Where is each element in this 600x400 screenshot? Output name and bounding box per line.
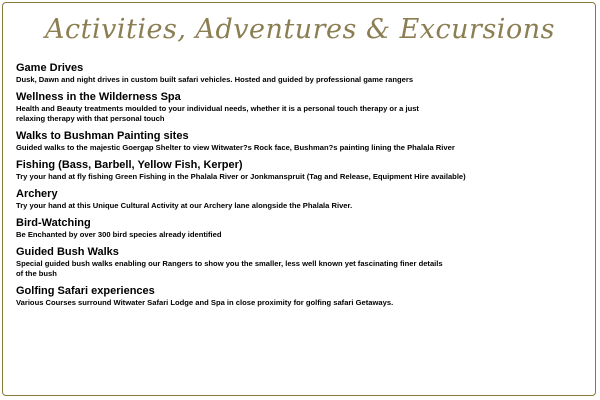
activity-heading: Bird-Watching	[16, 217, 91, 229]
activity-heading: Wellness in the Wilderness Spa	[16, 91, 181, 103]
activity-description: relaxing therapy with that personal touch	[16, 114, 165, 123]
page-title: Activities, Adventures & Excursions	[45, 14, 555, 45]
activity-description: Be Enchanted by over 300 bird species already identified	[16, 230, 222, 239]
activity-heading: Fishing (Bass, Barbell, Yellow Fish, Kerper)	[16, 159, 243, 171]
activity-heading: Golfing Safari experiences	[16, 285, 155, 297]
activity-description: of the bush	[16, 269, 57, 278]
activity-heading: Guided Bush Walks	[16, 246, 119, 258]
activity-description: Dusk, Dawn and night drives in custom built safari vehicles. Hosted and guided by professional game rangers	[16, 75, 414, 84]
activity-item-wellness-spa	[16, 91, 594, 124]
activity-item-archery	[16, 188, 594, 211]
activity-description: Health and Beauty treatments moulded to your individual needs, whether it is a personal touch therapy or a just	[16, 104, 419, 113]
activity-description: Guided walks to the majestic Goergap Shelter to view Witwater?s Rock face, Bushman?s painting lining the Phalala River	[16, 143, 455, 152]
activity-item-bushman-painting	[16, 130, 594, 153]
activity-item-golfing-safari	[16, 285, 594, 308]
activity-heading: Walks to Bushman Painting sites	[16, 130, 189, 142]
activity-item-bush-walks	[16, 246, 594, 279]
activity-description: Try your hand at fly fishing Green Fishing in the Phalala River or Jonkmanspruit (Tag and Release, Equipment Hire available)	[16, 172, 466, 181]
activity-item-game-drives	[16, 62, 594, 85]
activity-heading: Game Drives	[16, 62, 84, 74]
activity-description: Special guided bush walks enabling our Rangers to show you the smaller, less well known yet fascinating finer details	[16, 259, 443, 268]
activity-item-fishing	[16, 159, 594, 182]
activity-item-bird-watching	[16, 217, 594, 240]
activity-heading: Archery	[16, 188, 58, 200]
activity-description: Various Courses surround Witwater Safari Lodge and Spa in close proximity for golfing safari Getaways.	[16, 298, 394, 307]
activity-description: Try your hand at this Unique Cultural Activity at our Archery lane alongside the Phalala River.	[16, 201, 353, 210]
activities-list	[16, 62, 594, 314]
